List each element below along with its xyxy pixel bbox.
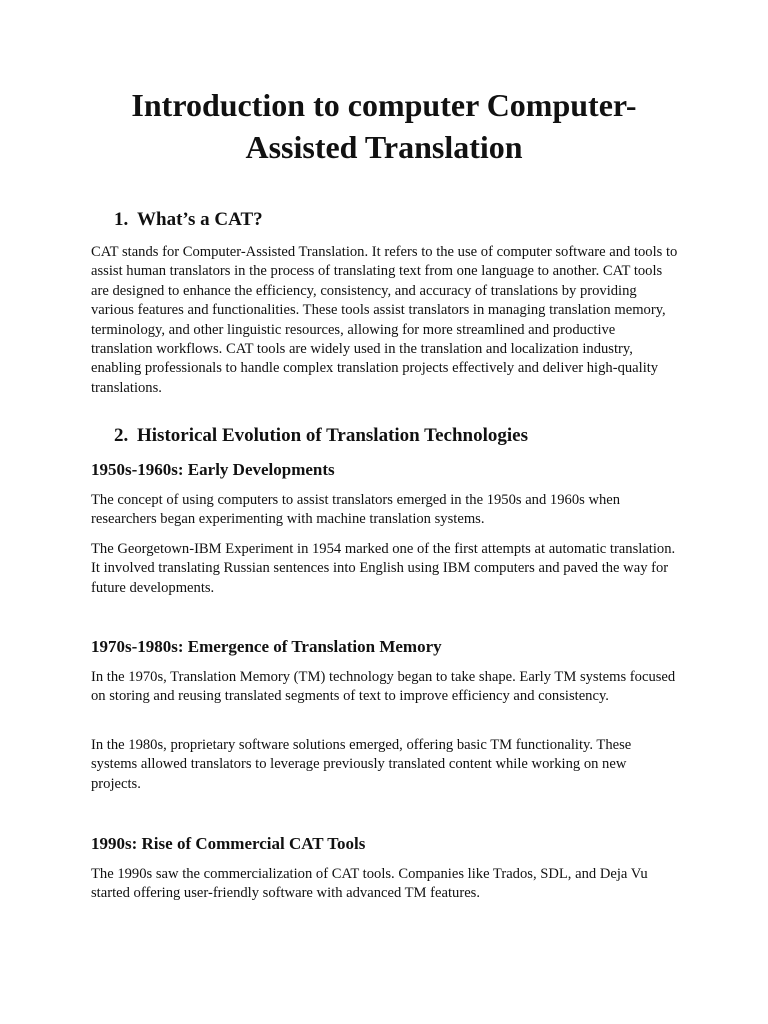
- section-number: 2.: [114, 425, 129, 446]
- paragraph-georgetown-ibm: The Georgetown-IBM Experiment in 1954 marked one of the first attempts at automatic translation. It involved translating Russian sentences into English using IBM computers and paved the way for future developments.: [91, 541, 676, 596]
- paragraph-tm-1980s: In the 1980s, proprietary software solutions emerged, offering basic TM functionality. These systems allowed translators to leverage previously translated content while working on new projects.: [91, 737, 632, 792]
- document-title: Introduction to computer Computer-Assisted Translation: [131, 87, 637, 165]
- subheading-early-developments: 1950s-1960s: Early Developments: [91, 460, 335, 479]
- section-heading-text: What’s a CAT?: [137, 209, 263, 230]
- paragraph-early-concept: The concept of using computers to assist translators emerged in the 1950s and 1960s when researchers began experimenting with machine translation systems.: [91, 492, 621, 528]
- paragraph-commercialization: The 1990s saw the commercialization of CAT tools. Companies like Trados, SDL, and Deja Vu started offering user-friendly software with advanced TM features.: [91, 866, 648, 902]
- subheading-commercial-cat-tools: 1990s: Rise of Commercial CAT Tools: [91, 834, 366, 853]
- section-heading-whats-a-cat: [114, 208, 263, 232]
- section-number: 1.: [114, 209, 129, 230]
- paragraph-cat-definition: CAT stands for Computer-Assisted Translation. It refers to the use of computer software and tools to assist human translators in the process of translating text from one language to another. CAT tools are designed to enhance the efficiency, consistency, and accuracy of translations by providing various features and functionalities. These tools assist translators in managing translation memory, terminology, and other linguistic resources, allowing for more streamlined and productive translation workflows. CAT tools are widely used in the translation and localization industry, enabling professionals to handle complex translation projects effectively and deliver high-quality translations.: [91, 244, 678, 396]
- subheading-translation-memory: 1970s-1980s: Emergence of Translation Memory: [91, 637, 442, 656]
- paragraph-tm-1970s: In the 1970s, Translation Memory (TM) technology began to take shape. Early TM systems focused on storing and reusing translated segments of text to improve efficiency and consistency.: [91, 669, 676, 705]
- section-heading-text: Historical Evolution of Translation Technologies: [137, 425, 528, 446]
- section-heading-historical-evolution: [114, 424, 528, 448]
